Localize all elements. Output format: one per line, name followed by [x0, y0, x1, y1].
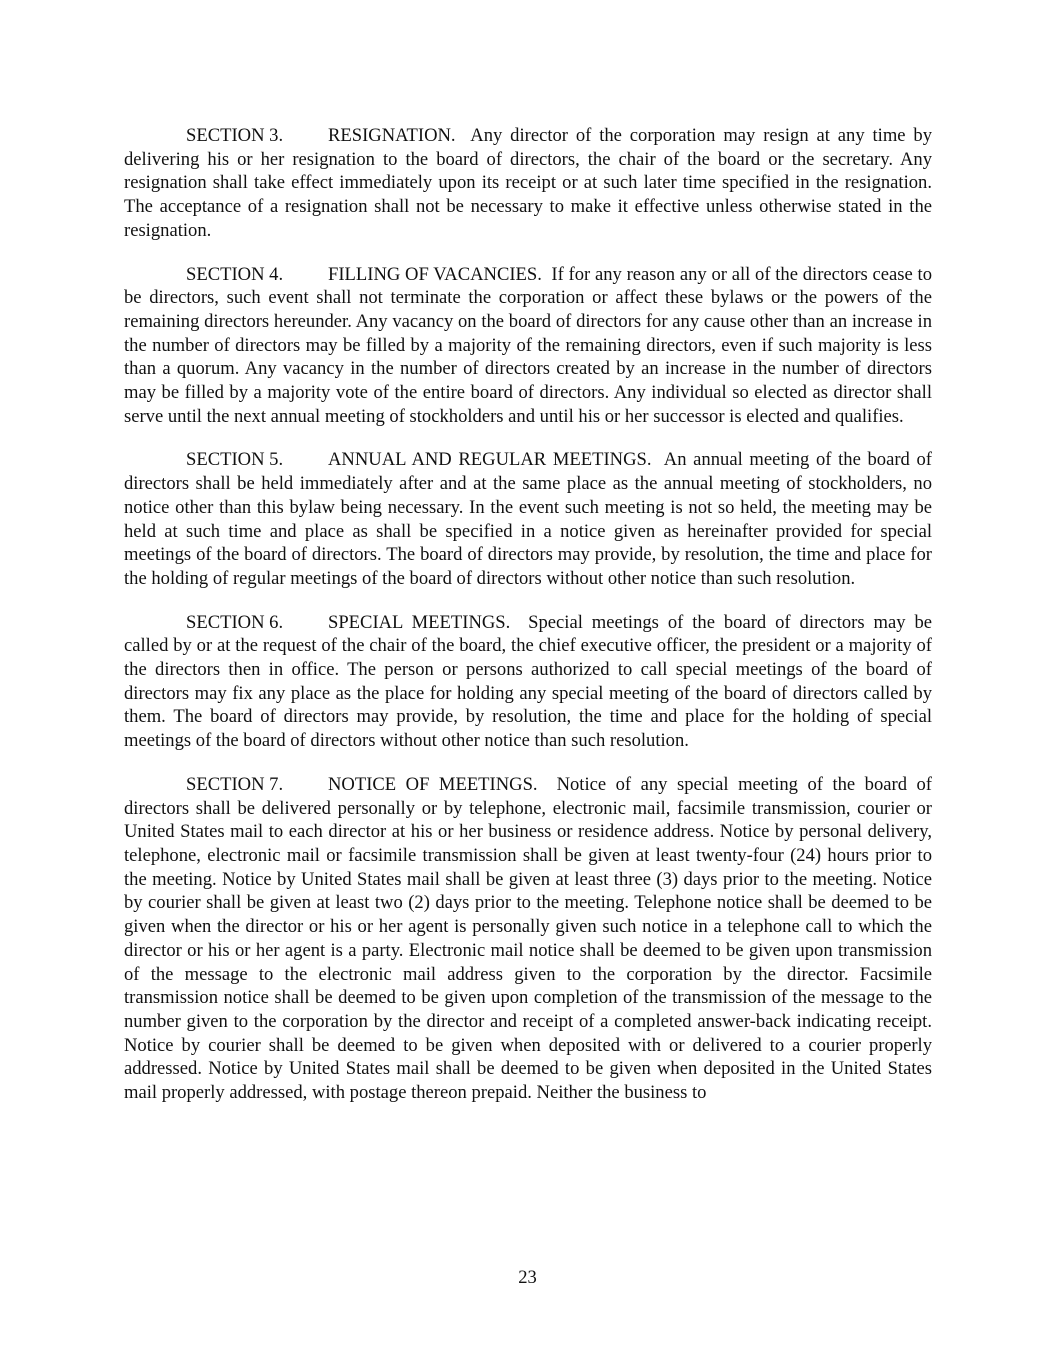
- section-body: Notice of any special meeting of the board of directors shall be delivered personally or by telephone, electronic mail, facsimile transmission, courier or United States mail to each director at his or her business or residence address. Notice by personal delivery, telephone, electronic mail or facsimile transmission shall be given at least twenty-four (24) hours prior to the meeting. Notice by United States mail shall be given at least three (3) days prior to the meeting. Notice by courier shall be given at least two (2) days prior to the meeting. Telephone notice shall be deemed to be given when the director or his or her agent is personally given such notice in a telephone call to which the director or his or her agent is a party. Electronic mail notice shall be deemed to be given upon transmission of the message to the electronic mail address given to the corporation by the director. Facsimile transmission notice shall be deemed to be given upon completion of the transmission of the message to the number given to the corporation by the director and receipt of a completed answer-back indicating receipt. Notice by courier shall be deemed to be given when deposited with or delivered to a courier properly addressed. Notice by United States mail shall be deemed to be given when deposited in the United States mail properly addressed, with postage thereon prepaid. Neither the business to: [124, 773, 933, 1104]
- section-body: Any director of the corporation may resign at any time by delivering his or her resignation to the board of directors, the chair of the board or the secretary. Any resignation shall take effect immediately upon its receipt or at such later time specified in the resignation. The acceptance of a resignation shall not be necessary to make it effective unless otherwise stated in the resignation.: [124, 125, 932, 241]
- section-heading: SPECIAL MEETINGS.: [328, 611, 511, 633]
- section-body: If for any reason any or all of the directors cease to be directors, such event shall not terminate the corporation or affect these bylaws or the powers of the remaining directors hereunder. Any vacancy on the board of directors for any cause other than an increase in the number of directors may be filled by a majority of the remaining directors, even if such majority is less than a quorum. Any vacancy in the number of directors created by an increase in the number of directors may be filled by a majority vote of the entire board of directors. Any individual so elected as director shall serve until the next annual meeting of stockholders and until his or her successor is elected and qualifies.: [124, 263, 932, 427]
- section-number: SECTION 5.: [186, 449, 284, 471]
- section-5: [124, 448, 932, 590]
- section-7: [124, 773, 932, 1105]
- section-heading: NOTICE OF MEETINGS.: [328, 773, 538, 795]
- section-4: [124, 263, 932, 429]
- section-body: Special meetings of the board of directors may be called by or at the request of the chair of the board, the chief executive officer, the president or a majority of the directors then in office. The person or persons authorized to call special meetings of the board of directors may fix any place as the place for holding any special meeting of the board of directors called by them. The board of directors may provide, by resolution, the time and place for the holding of special meetings of the board of directors without other notice than such resolution.: [124, 611, 932, 752]
- section-3: [124, 124, 932, 243]
- section-number: SECTION 6.: [186, 611, 284, 633]
- document-page: [124, 124, 932, 1125]
- section-number: SECTION 3.: [186, 125, 284, 146]
- section-body: An annual meeting of the board of directors shall be held immediately after and at the same place as the annual meeting of stockholders, no notice other than this bylaw being necessary. In the event such meeting is not so held, the meeting may be held at such time and place as shall be specified in a notice given as hereinafter provided for special meetings of the board of directors. The board of directors may provide, by resolution, the time and place for the holding of regular meetings of the board of directors without other notice than such resolution.: [124, 449, 932, 589]
- page-number: 23: [518, 1267, 537, 1288]
- section-number: SECTION 4.: [186, 263, 284, 285]
- section-heading: RESIGNATION.: [328, 125, 456, 146]
- section-heading: FILLING OF VACANCIES.: [328, 263, 542, 285]
- section-number: SECTION 7.: [186, 773, 284, 795]
- section-6: [124, 611, 932, 753]
- section-heading: ANNUAL AND REGULAR MEETINGS.: [328, 449, 652, 471]
